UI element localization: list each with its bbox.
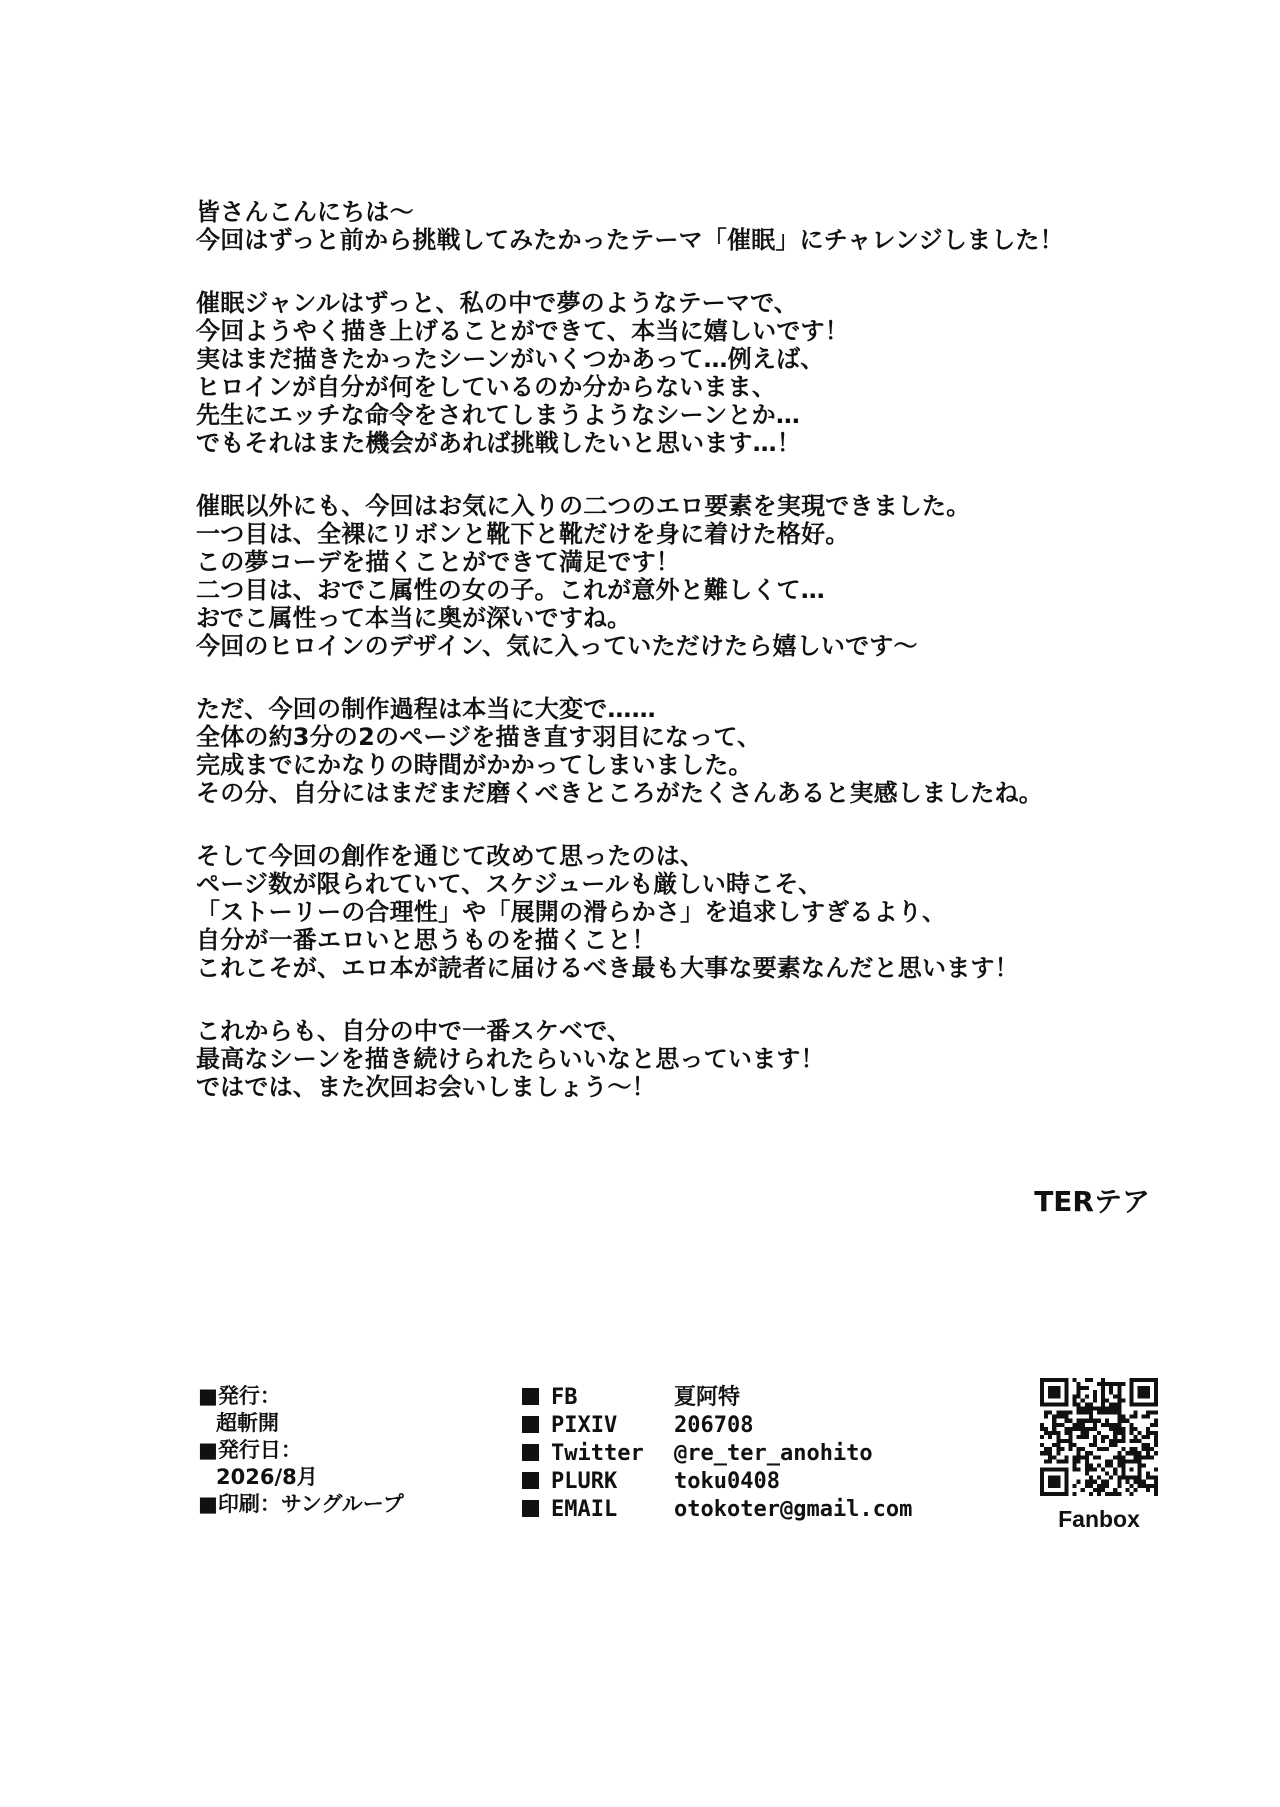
contact-row-twitter — [522, 1440, 912, 1468]
fanbox-qr — [1040, 1378, 1158, 1533]
text-line: 一つ目は、全裸にリボンと靴下と靴だけを身に着けた格好。 — [196, 520, 850, 548]
text-line: 今回のヒロインのデザイン、気に入っていただけたら嬉しいです〜 — [196, 632, 918, 660]
publisher-label: ■発行： — [198, 1384, 281, 1408]
text-line: ヒロインが自分が何をしているのか分からないまま、 — [196, 373, 777, 401]
text-line: これからも、自分の中で一番スケベで、 — [196, 1017, 632, 1045]
author-signature: TERテア — [1034, 1185, 1150, 1218]
text-line: その分、自分にはまだまだ磨くべきところがたくさんあると実感しましたね。 — [196, 779, 1043, 807]
contact-label-pixiv: PIXIV — [551, 1413, 618, 1438]
text-line: 今回はずっと前から挑戦してみたかったテーマ「催眠」にチャレンジしました！ — [196, 226, 1064, 254]
text-line: ただ、今回の制作過程は本当に大変で…… — [196, 695, 656, 723]
contact-label-fb: FB — [551, 1385, 578, 1410]
text-line: 自分が一番エロいと思うものを描くこと！ — [196, 926, 656, 954]
paragraph — [196, 1017, 1156, 1101]
qr-caption: Fanbox — [1058, 1506, 1140, 1532]
text-line: でもそれはまた機会があれば挑戦したいと思います…！ — [196, 429, 801, 457]
paragraph — [196, 695, 1156, 807]
publisher-name: 超斬開 — [216, 1411, 279, 1435]
contact-value-email: otokoter@gmail.com — [674, 1497, 913, 1522]
publish-date: 2026/8月 — [216, 1465, 318, 1489]
bullet-square-icon — [522, 1388, 539, 1405]
text-line: 完成までにかなりの時間がかかってしまいました。 — [196, 751, 753, 779]
text-line: 先生にエッチな命令をされてしまうようなシーンとか… — [196, 401, 801, 429]
text-line: 二つ目は、おでこ属性の女の子。これが意外と難しくて… — [196, 576, 825, 604]
text-line: 催眠以外にも、今回はお気に入りの二つのエロ要素を実現できました。 — [196, 492, 971, 520]
text-line: 実はまだ描きたかったシーンがいくつかあって…例えば、 — [196, 345, 825, 373]
text-line: これこそが、エロ本が読者に届けるべき最も大事な要素なんだと思います！ — [196, 954, 1019, 982]
contact-value-pixiv: 206708 — [674, 1413, 754, 1438]
qr-code-icon — [1040, 1378, 1158, 1496]
colophon — [198, 1383, 404, 1518]
contact-label-twitter: Twitter — [551, 1441, 644, 1466]
date-label: ■発行日： — [198, 1438, 302, 1462]
paragraph — [196, 198, 1156, 254]
text-line: ページ数が限られていて、スケジュールも厳しい時こそ、 — [196, 870, 823, 898]
paragraph — [196, 492, 1156, 660]
contact-row-plurk — [522, 1468, 912, 1496]
bullet-square-icon — [522, 1500, 539, 1517]
text-line: 最高なシーンを描き続けられたらいいなと思っています！ — [196, 1045, 825, 1073]
bullet-square-icon — [522, 1444, 539, 1461]
printer-line: ■印刷：サングループ — [198, 1492, 404, 1516]
bullet-square-icon — [522, 1416, 539, 1433]
contact-label-email: EMAIL — [551, 1497, 618, 1522]
afterword-text — [196, 198, 1156, 1136]
text-line: 今回ようやく描き上げることができて、本当に嬉しいです！ — [196, 317, 849, 345]
bullet-square-icon — [522, 1472, 539, 1489]
paragraph — [196, 289, 1156, 457]
text-line: 皆さんこんにちは〜 — [196, 198, 414, 226]
contact-row-pixiv — [522, 1412, 912, 1440]
contact-label-plurk: PLURK — [551, 1469, 618, 1494]
text-line: 全体の約3分の2のページを描き直す羽目になって、 — [196, 723, 762, 751]
paragraph — [196, 842, 1156, 982]
text-line: ではでは、また次回お会いしましょう〜！ — [196, 1073, 656, 1101]
contact-row-fb — [522, 1384, 912, 1412]
text-line: おでこ属性って本当に奥が深いですね。 — [196, 604, 632, 632]
text-line: この夢コーデを描くことができて満足です！ — [196, 548, 680, 576]
text-line: 「ストーリーの合理性」や「展開の滑らかさ」を追求しすぎるより、 — [196, 898, 947, 926]
contact-value-fb: 夏阿特 — [674, 1385, 741, 1410]
contact-value-plurk: toku0408 — [674, 1469, 780, 1494]
contact-row-email — [522, 1496, 912, 1524]
contact-list — [522, 1384, 912, 1524]
text-line: 催眠ジャンルはずっと、私の中で夢のようなテーマで、 — [196, 289, 798, 317]
contact-value-twitter: @re_ter_anohito — [674, 1441, 873, 1466]
text-line: そして今回の創作を通じて改めて思ったのは、 — [196, 842, 705, 870]
